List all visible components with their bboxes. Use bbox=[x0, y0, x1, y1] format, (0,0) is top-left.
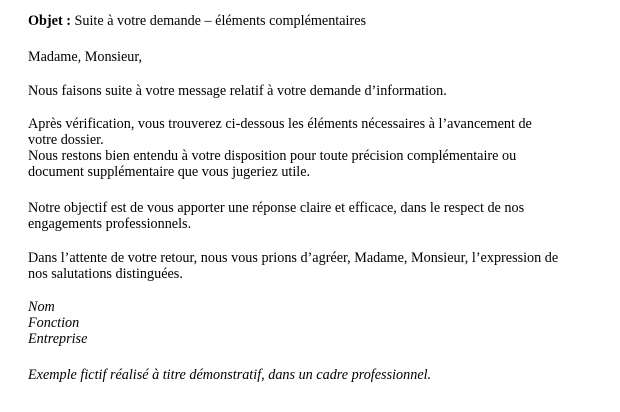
paragraph-objective-line: Notre objectif est de vous apporter une réponse claire et efficace, dans le respect de nos bbox=[28, 200, 525, 216]
paragraph-details bbox=[28, 116, 608, 180]
signature-company: Entreprise bbox=[28, 331, 88, 347]
paragraph-details-line: Nous restons bien entendu à votre disposition pour toute précision complémentaire ou bbox=[28, 148, 517, 164]
paragraph-closing-line: Dans l’attente de votre retour, nous vous prions d’agréer, Madame, Monsieur, l’expression de bbox=[28, 250, 559, 266]
paragraph-intro: Nous faisons suite à votre message relatif à votre demande d’information. bbox=[28, 83, 447, 99]
paragraph-details-line: Après vérification, vous trouverez ci-dessous les éléments nécessaires à l’avancement de bbox=[28, 116, 532, 132]
paragraph-closing bbox=[28, 250, 608, 282]
paragraph-details-line: document supplémentaire que vous jugeriez utile. bbox=[28, 164, 311, 180]
subject-line bbox=[28, 13, 608, 29]
salutation: Madame, Monsieur, bbox=[28, 49, 143, 65]
signature-name: Nom bbox=[28, 299, 55, 315]
paragraph-details-line: votre dossier. bbox=[28, 132, 104, 148]
subject-label: Objet : bbox=[28, 13, 71, 29]
footnote: Exemple fictif réalisé à titre démonstratif, dans un cadre professionnel. bbox=[28, 367, 432, 383]
letter-body bbox=[28, 13, 608, 383]
subject-text: Suite à votre demande – éléments complémentaires bbox=[70, 13, 367, 29]
signature-role: Fonction bbox=[28, 315, 80, 331]
signature-block bbox=[28, 299, 608, 347]
paragraph-objective-line: engagements professionnels. bbox=[28, 216, 192, 232]
paragraph-objective bbox=[28, 200, 608, 232]
paragraph-closing-line: nos salutations distinguées. bbox=[28, 266, 183, 282]
